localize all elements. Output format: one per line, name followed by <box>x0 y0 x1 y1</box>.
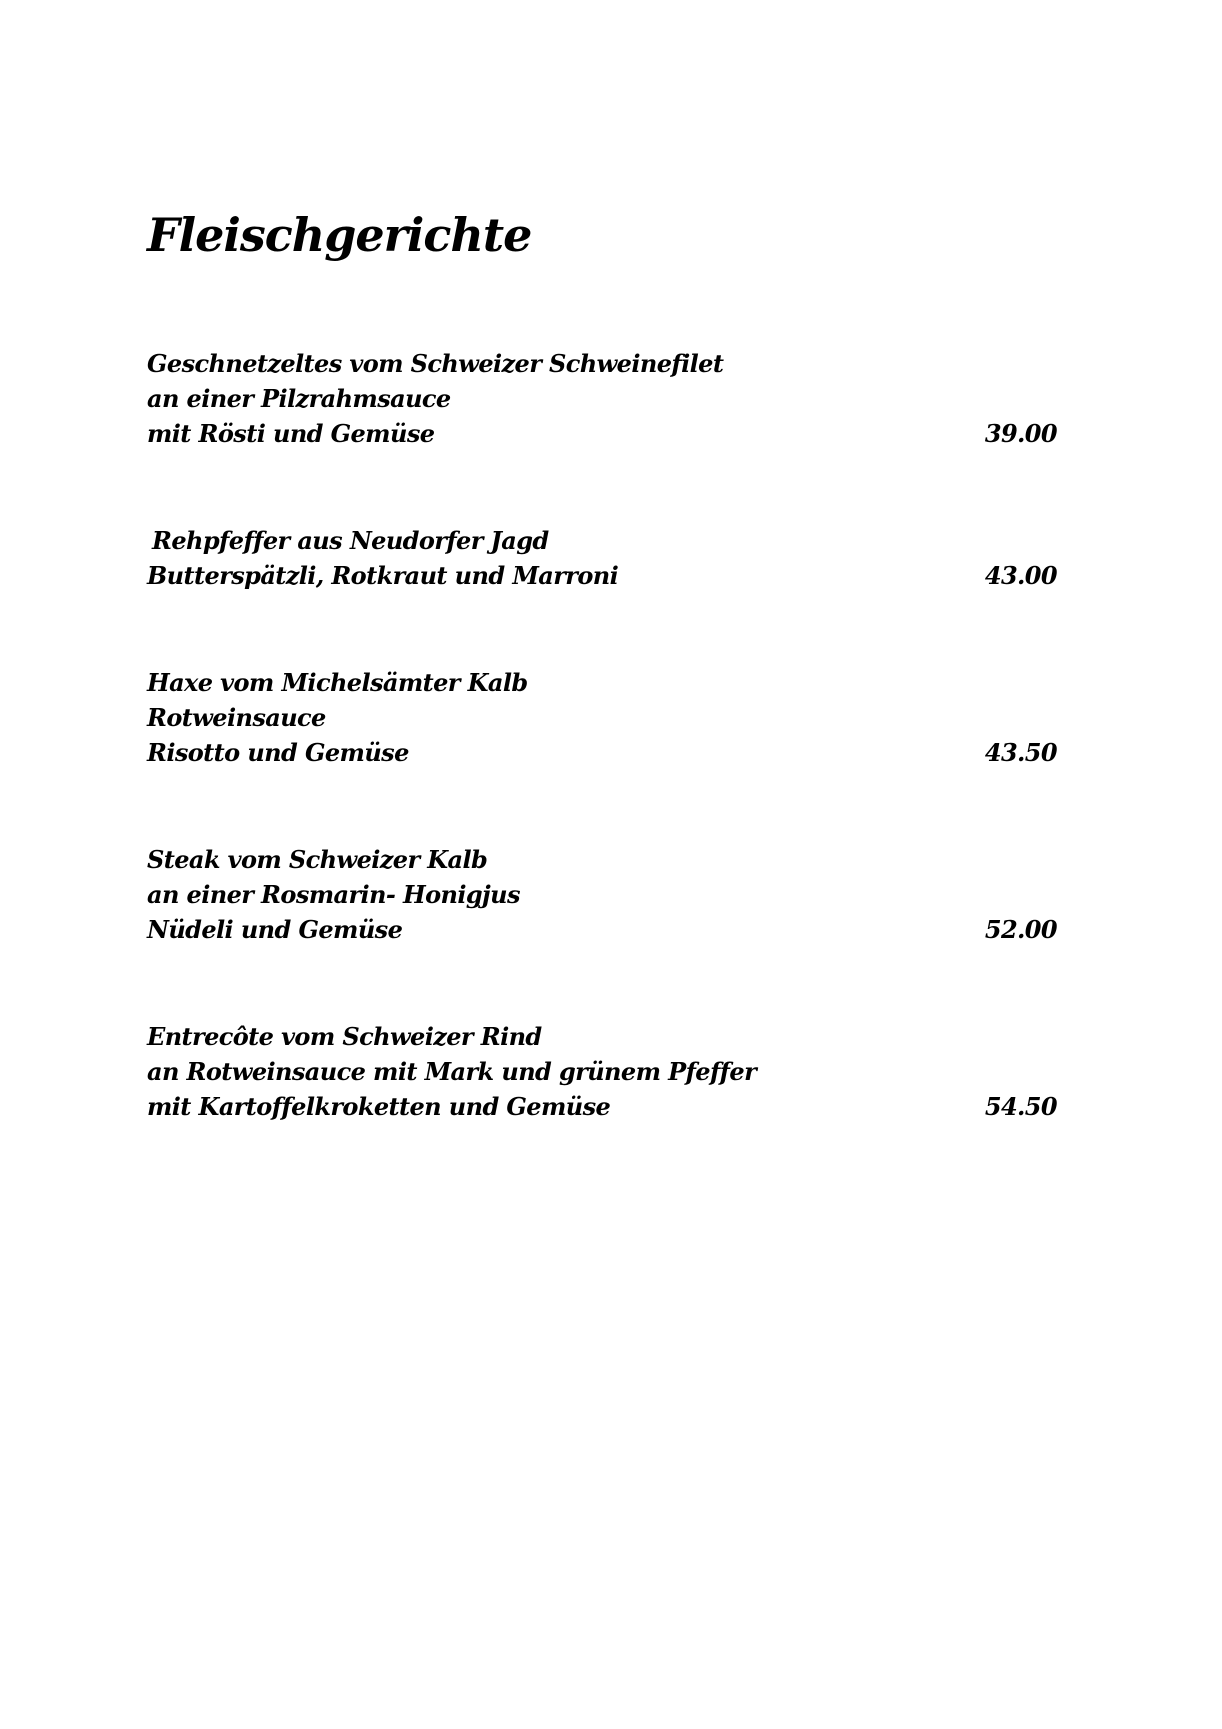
dish-line: mit Kartoffelkroketten und Gemüse <box>147 1092 611 1121</box>
dish-line: Butterspätzli, Rotkraut und Marroni <box>147 561 619 590</box>
dish-line: Rehpfeffer aus Neudorfer Jagd <box>152 526 549 555</box>
dish-line: Entrecôte vom Schweizer Rind <box>147 1022 542 1051</box>
dish-item <box>147 842 1057 947</box>
dish-item <box>147 1019 1057 1124</box>
dish-line: an einer Pilzrahmsauce <box>147 384 451 413</box>
dish-line: Haxe vom Michelsämter Kalb <box>147 668 528 697</box>
dish-item <box>147 523 1057 593</box>
dish-item <box>147 346 1057 451</box>
dish-line: Steak vom Schweizer Kalb <box>147 845 488 874</box>
dish-line: Geschnetzeltes vom Schweizer Schweinefilet <box>147 349 724 378</box>
dish-line: an Rotweinsauce mit Mark und grünem Pfeffer <box>147 1057 757 1086</box>
dish-line: Rotweinsauce <box>147 703 326 732</box>
dish-line: an einer Rosmarin- Honigjus <box>147 880 520 909</box>
dish-line: mit Rösti und Gemüse <box>147 419 435 448</box>
page-title: Fleischgerichte <box>147 208 532 262</box>
dish-price: 54.50 <box>984 1092 1057 1121</box>
dish-price: 43.00 <box>984 561 1057 590</box>
dish-line: Risotto und Gemüse <box>147 738 409 767</box>
dish-line: Nüdeli und Gemüse <box>147 915 403 944</box>
dish-price: 52.00 <box>984 915 1057 944</box>
dish-price: 43.50 <box>984 738 1057 767</box>
dish-price: 39.00 <box>984 419 1057 448</box>
dish-item <box>147 665 1057 770</box>
